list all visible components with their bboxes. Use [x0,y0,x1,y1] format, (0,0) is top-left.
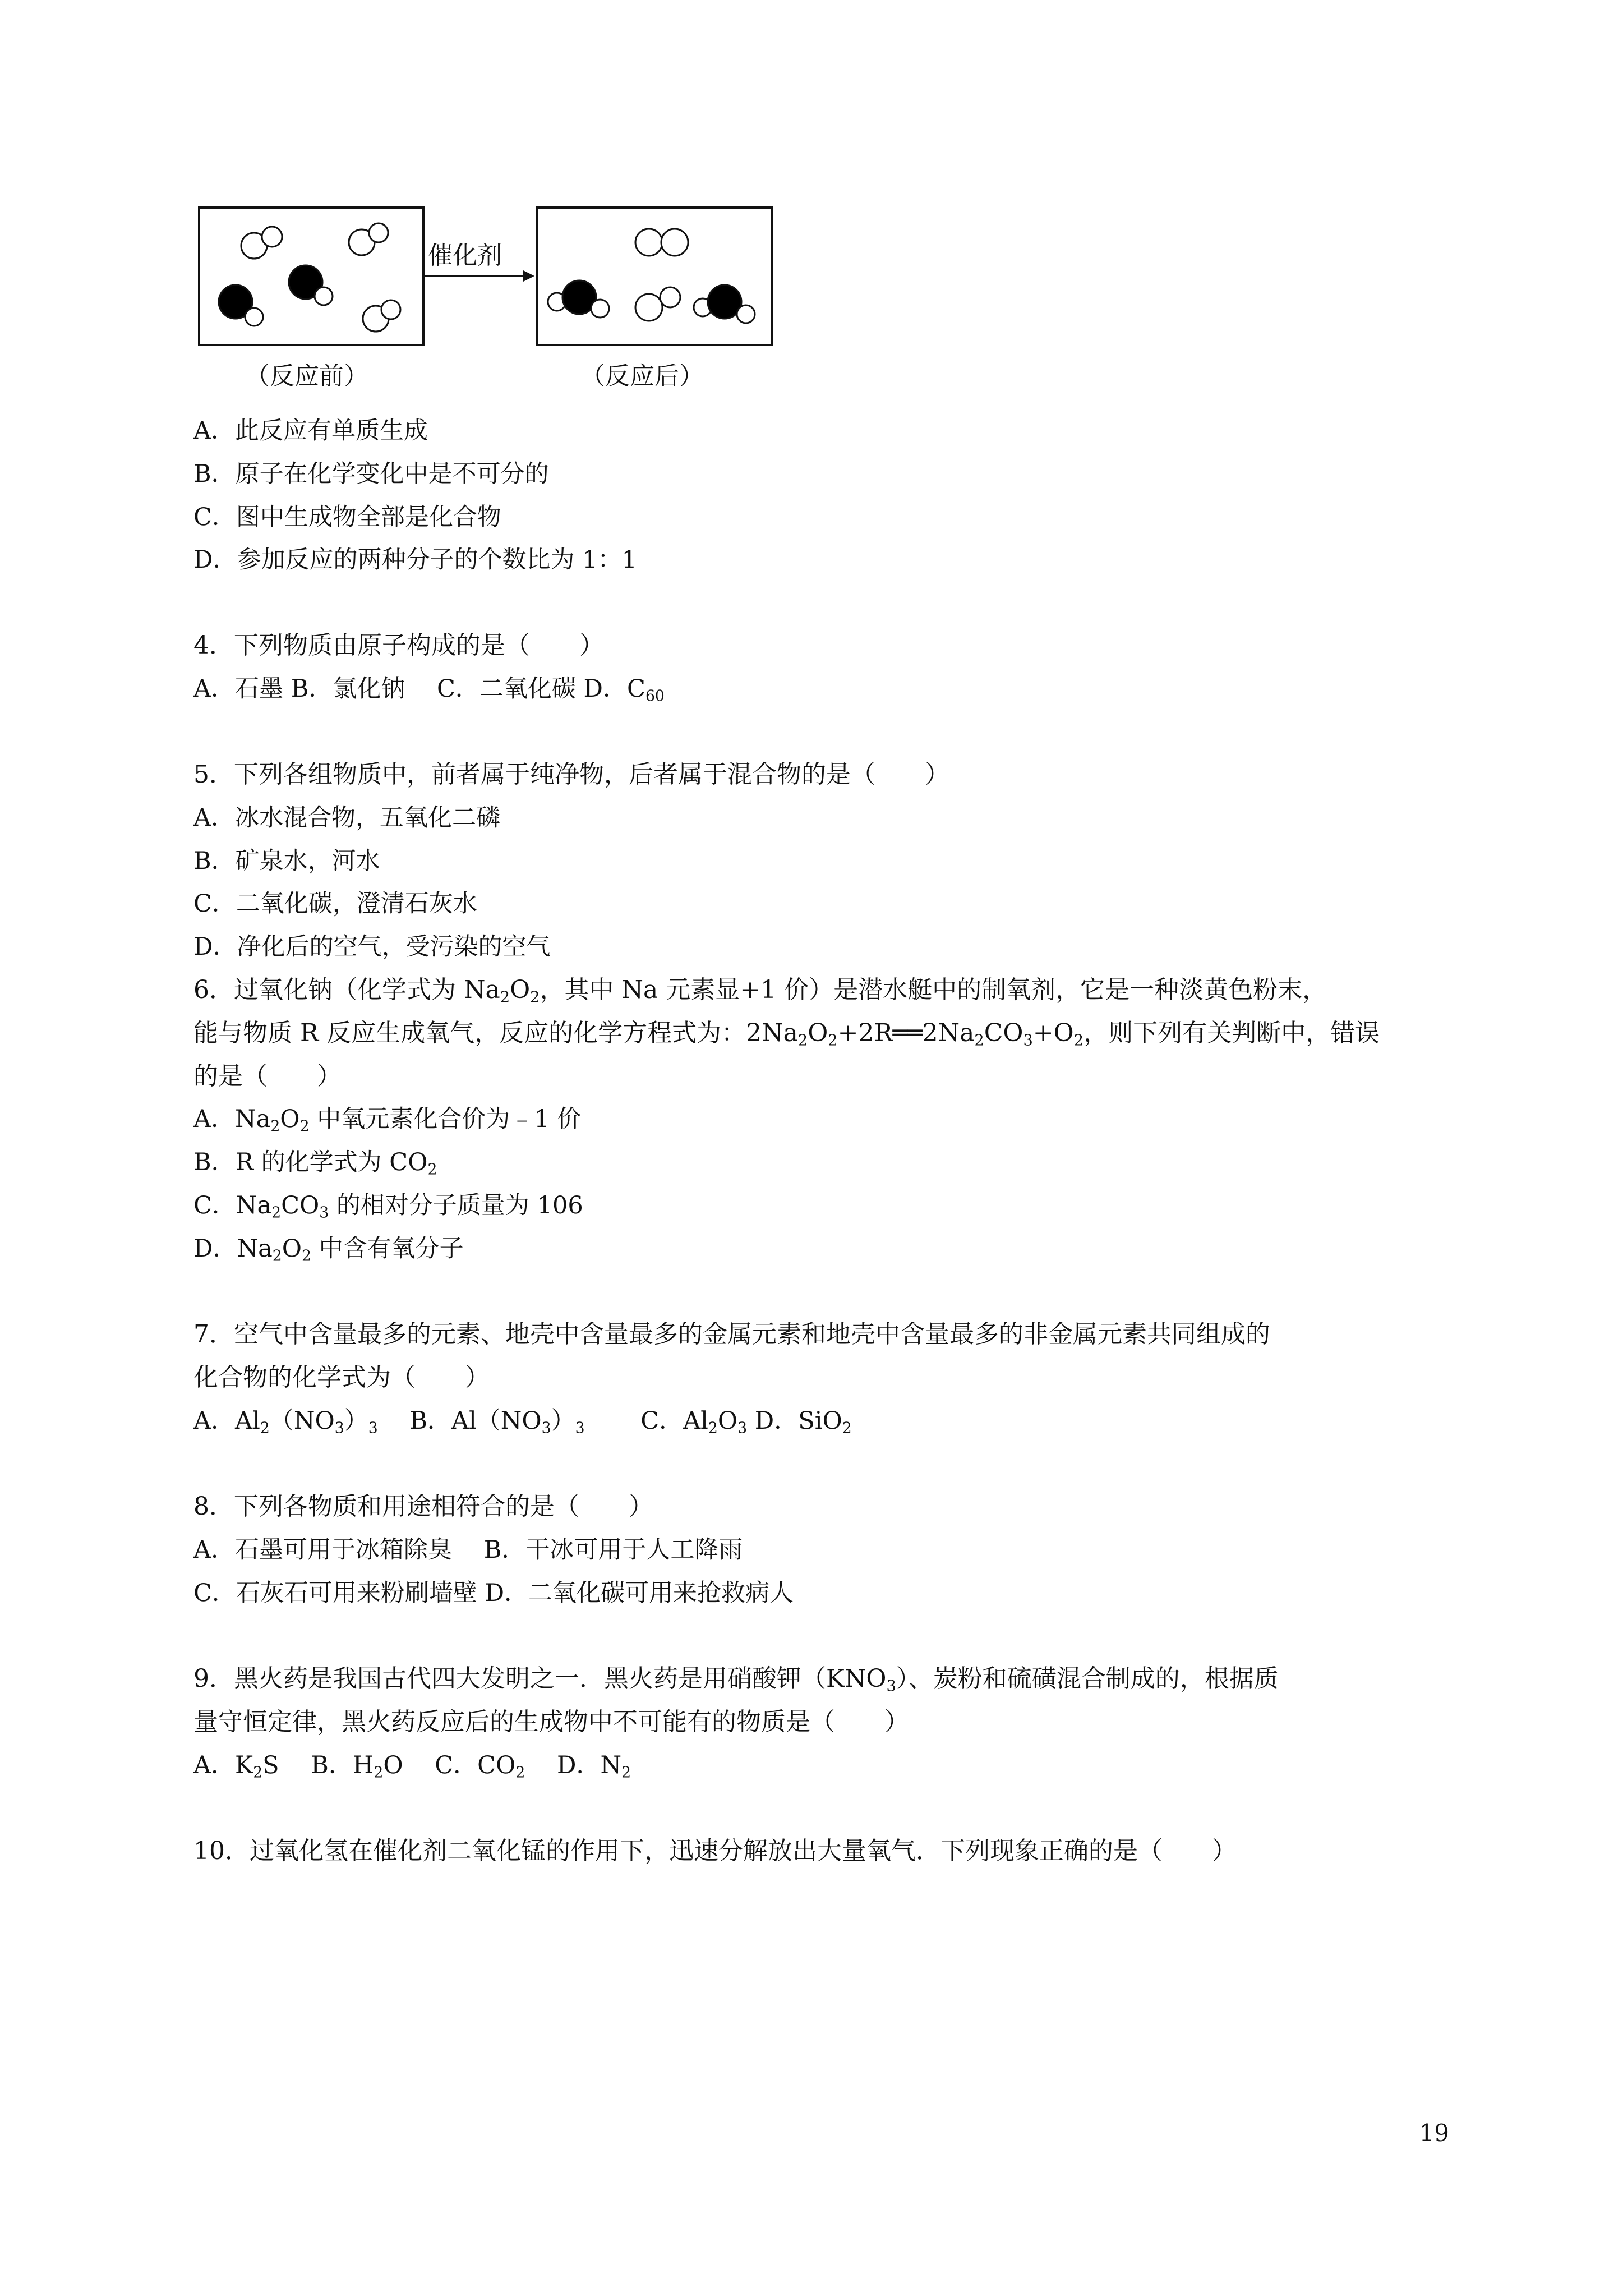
q7-options: A．$Al_2(NO_3)_3$ B．$Al(NO_3)_3$ C．$Al_2O_3$ D．SiO$_2$ [193,1407,852,1437]
q6-stem-line3: 的是（ ） [193,1062,342,1091]
q9-stem-line1: 9．黑火药是我国古代四大发明之一．黑火药是用硝酸钾$(KNO_3)$、炭粉和硫磺混合制成的，根据质 [193,1664,1279,1695]
caption-after: （反应后） [580,362,704,390]
molecule-o2 [363,300,400,332]
caption-before: （反应前） [245,362,368,390]
q6-stem-line2: 能与物质 R 反应生成氧气，反应的化学方程式为：$2Na_2O_2+2R══2Na_2CO_3+O_2$，则下列有关判断中，错误 [193,1019,1380,1050]
page-number: 19 [1419,2119,1449,2147]
q6-option-c: C．$Na_2CO_3$ 的相对分子质量为 106 [193,1191,583,1222]
q5-stem: 5．下列各组物质中，前者属于纯净物，后者属于混合物的是（ ） [193,760,949,789]
q3-option-d: D．参加反应的两种分子的个数比为 1：1 [193,546,637,574]
q4-stem: 4．下列物质由原子构成的是（ ） [193,631,604,660]
reaction-diagram [193,202,788,404]
q5-option-d: D．净化后的空气，受污染的空气 [193,933,551,961]
q5-option-b: B．矿泉水，河水 [193,847,380,875]
molecule-o2 [349,223,388,255]
molecule-co [289,265,333,305]
q6-option-d: D．$Na_2O_2$ 中含有氧分子 [193,1235,464,1265]
q3-option-b: B．原子在化学变化中是不可分的 [193,460,549,488]
molecule-co2 [694,285,755,323]
q5-option-a: A．冰水混合物，五氧化二磷 [193,804,501,832]
reaction-diagram-svg [193,202,788,404]
molecule-o2 [241,227,282,259]
molecule-o2 [635,229,688,256]
after-box [537,208,772,345]
q7-stem-line2: 化合物的化学式为（ ） [193,1363,490,1392]
arrow-label: 催化剂 [428,241,502,270]
q6-option-a: A．$Na_2O_2$ 中氧元素化合价为﹣1 价 [193,1105,582,1135]
q8-options-cd: C．石灰石可用来粉刷墙壁 D．二氧化碳可用来抢救病人 [193,1579,794,1607]
q10-stem: 10．过氧化氢在催化剂二氧化锰的作用下，迅速分解放出大量氧气．下列现象正确的是（ ） [193,1837,1237,1865]
q8-stem: 8．下列各物质和用途相符合的是（ ） [193,1492,653,1521]
q3-option-c: C．图中生成物全部是化合物 [193,503,501,531]
q9-options: A．$K_2S$ B．$H_2O$ C．$CO_2$ D．$N_2$ [193,1751,631,1782]
q6-stem-line1: 6．过氧化钠（化学式为 $Na_2O_2$，其中 Na 元素显+1 价）是潜水艇中的制氧剂，它是一种淡黄色粉末， [193,976,1327,1006]
molecule-co [219,285,263,326]
q5-option-c: C．二氧化碳，澄清石灰水 [193,890,477,918]
q9-stem-line2: 量守恒定律，黑火药反应后的生成物中不可能有的物质是（ ） [193,1708,909,1736]
q8-options-ab: A．石墨可用于冰箱除臭 B．干冰可用于人工降雨 [193,1536,743,1564]
q7-stem-line1: 7．空气中含量最多的元素、地壳中含量最多的金属元素和地壳中含量最多的非金属元素共同组成的 [193,1320,1270,1349]
q3-option-a: A．此反应有单质生成 [193,417,428,445]
molecule-co2 [548,280,609,318]
arrow-head [523,270,534,282]
molecule-o2 [635,287,680,321]
q4-options: A．石墨 B．氯化钠 C．二氧化碳 D．$C_{60}$ [193,675,665,705]
q6-option-b: B．R 的化学式为 $CO_2$ [193,1148,437,1179]
